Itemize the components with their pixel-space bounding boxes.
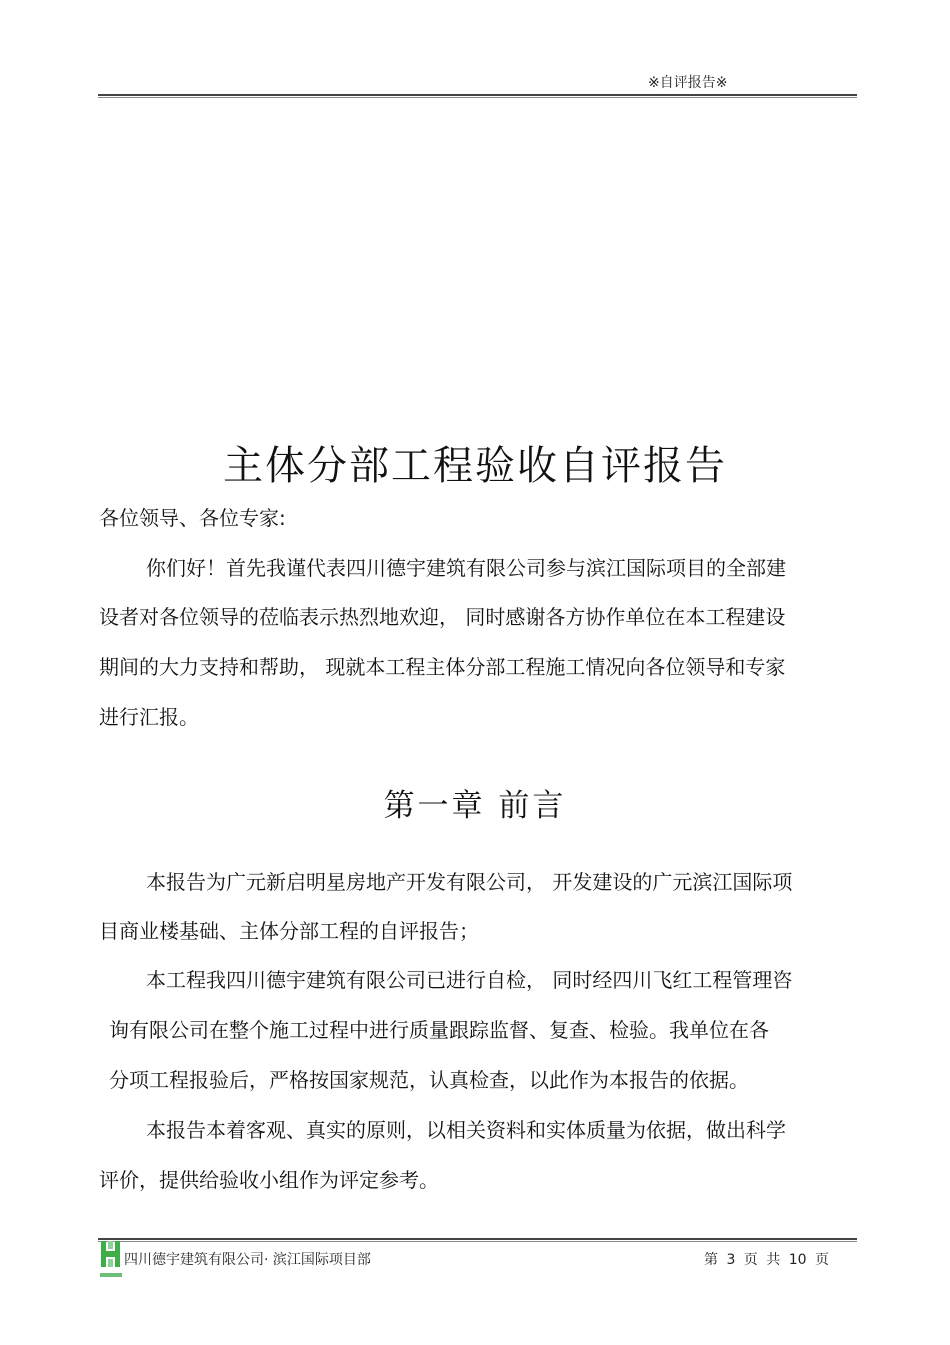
chapter-heading: 第一章 前言 [383, 788, 567, 824]
report-title: 主体分部工程验收自评报告 [223, 443, 727, 489]
body-line: 评价，提供给验收小组作为评定参考。 [99, 1168, 439, 1192]
body-line: 本报告本着客观、真实的原则，以相关资料和实体质量为依据，做出科学 [146, 1118, 786, 1142]
intro-line: 进行汇报。 [99, 705, 199, 729]
salutation: 各位领导、各位专家: [99, 506, 286, 530]
company-logo-icon [99, 1238, 123, 1284]
intro-line: 期间的大力支持和帮助， 现就本工程主体分部工程施工情况向各位领导和专家 [99, 655, 786, 679]
header-divider-thin [98, 97, 857, 98]
body-line: 分项工程报验后，严格按国家规范，认真检查，以此作为本报告的依据。 [109, 1068, 749, 1092]
footer-page-number: 第 3 页 共 10 页 [704, 1252, 829, 1268]
body-line: 本报告为广元新启明星房地产开发有限公司， 开发建设的广元滨江国际项 [146, 870, 793, 894]
intro-line: 你们好！首先我谨代表四川德宇建筑有限公司参与滨江国际项目的全部建 [146, 556, 786, 580]
body-line: 询有限公司在整个施工过程中进行质量跟踪监督、复查、检验。我单位在各 [109, 1018, 769, 1042]
header-divider [98, 94, 857, 96]
body-line: 目商业楼基础、主体分部工程的自评报告； [99, 919, 479, 943]
body-line: 本工程我四川德宇建筑有限公司已进行自检， 同时经四川飞红工程管理咨 [146, 968, 793, 992]
footer-divider [98, 1238, 857, 1240]
intro-line: 设者对各位领导的莅临表示热烈地欢迎， 同时感谢各方协作单位在本工程建设 [99, 605, 786, 629]
footer-divider-thin [98, 1241, 857, 1242]
header-label: ※自评报告※ [648, 75, 728, 91]
footer-company: 四川德宇建筑有限公司· 滨江国际项目部 [124, 1252, 371, 1268]
